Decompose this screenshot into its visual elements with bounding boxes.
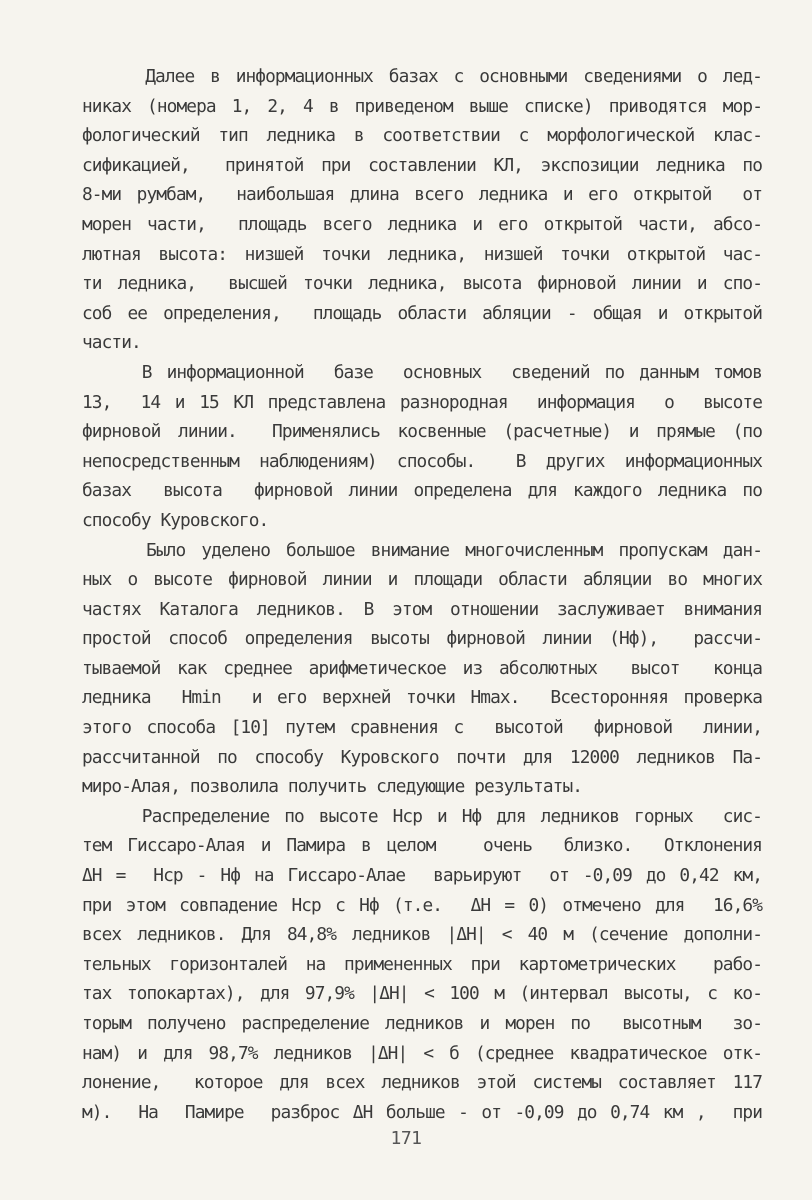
text-line: торым получено распределение ледников и морен по высотным зо-: [82, 1013, 762, 1034]
text-line: 8-ми румбам, наибольшая длина всего ледника и его открытой от: [82, 184, 762, 206]
text-line: Было уделено большое внимание многочисленным пропускам дан-: [82, 539, 762, 561]
text-line: ледника Нmin и его верхней точки Нmax. Всесторонняя проверка: [82, 687, 762, 709]
text-line: способу Куровского.: [82, 509, 269, 531]
text-line: простой способ определения высоты фирновой линии (Нф), рассчи-: [82, 628, 762, 650]
text-line: морен части, площадь всего ледника и его открытой части, абсо-: [82, 213, 762, 235]
text-line: миро-Алая, позволила получить следующие результаты.: [82, 776, 583, 798]
text-line: этого способа [10] путем сравнения с высотой фирновой линии,: [82, 717, 762, 739]
text-line: тем Гиссаро-Алая и Памира в целом очень близко. Отклонения: [82, 835, 762, 857]
text-line: рассчитанной по способу Куровского почти для 12000 ледников Па-: [82, 746, 762, 768]
paragraph-2: [82, 358, 762, 536]
text-line: соб ее определения, площадь области абляции - общая и открытой: [82, 302, 762, 324]
text-line: ных о высоте фирновой линии и площади области абляции во многих: [82, 569, 762, 591]
text-line: ΔН = Нср - Нф на Гиссаро-Алае варьируют от -0,09 до 0,42 км,: [82, 865, 762, 887]
text-line: тываемой как среднее арифметическое из абсолютных высот конца: [82, 657, 762, 679]
text-line: Распределение по высоте Нср и Нф для ледников горных сис-: [82, 805, 762, 827]
text-line: непосредственным наблюдениям) способы. В других информационных: [82, 450, 762, 472]
text-line: базах высота фирновой линии определена для каждого ледника по: [82, 480, 762, 502]
text-line: при этом совпадение Нср с Нф (т.е. ΔН = 0) отмечено для 16,6%: [82, 894, 762, 916]
text-line: лютная высота: низшей точки ледника, низшей точки открытой час-: [82, 243, 762, 265]
text-line: 13, 14 и 15 КЛ представлена разнородная информация о высоте: [82, 391, 762, 413]
text-line: фологический тип ледника в соответствии с морфологической клас-: [82, 125, 762, 147]
text-line: всех ледников. Для 84,8% ледников |ΔН| < 40 м (сечение дополни-: [82, 924, 762, 946]
text-line: ти ледника, высшей точки ледника, высота фирновой линии и спо-: [82, 273, 762, 295]
text-line: лонение, которое для всех ледников этой системы составляет 117: [82, 1072, 762, 1094]
page-number: 171: [390, 1128, 422, 1149]
text-line: нам) и для 98,7% ледников |ΔН| < б (среднее квадратическое отк-: [82, 1042, 762, 1064]
text-line: никах (номера 1, 2, 4 в приведеном выше списке) приводятся мор-: [82, 95, 762, 117]
text-line: частях Каталога ледников. В этом отношении заслуживает внимания: [82, 598, 762, 620]
paragraph-4: [82, 802, 762, 1128]
text-line: сификацией, принятой при составлении КЛ, экспозиции ледника по: [82, 154, 762, 176]
paragraph-1: [82, 62, 762, 358]
text-line: м). На Памире разброс ΔН больше - от -0,09 до 0,74 км , при: [82, 1101, 762, 1123]
text-line: части.: [82, 332, 141, 354]
text-line: Далее в информационных базах с основными сведениями о лед-: [82, 66, 762, 87]
text-line: В информационной базе основных сведений по данным томов: [82, 361, 762, 383]
paragraph-3: [82, 536, 762, 802]
text-line: фирновой линии. Применялись косвенные (расчетные) и прямые (по: [82, 421, 762, 443]
body-text: [82, 62, 762, 1127]
text-line: тельных горизонталей на примененных при картометрических рабо-: [82, 953, 762, 975]
text-line: тах топокартах), для 97,9% |ΔН| < 100 м (интервал высоты, с ко-: [82, 983, 762, 1005]
